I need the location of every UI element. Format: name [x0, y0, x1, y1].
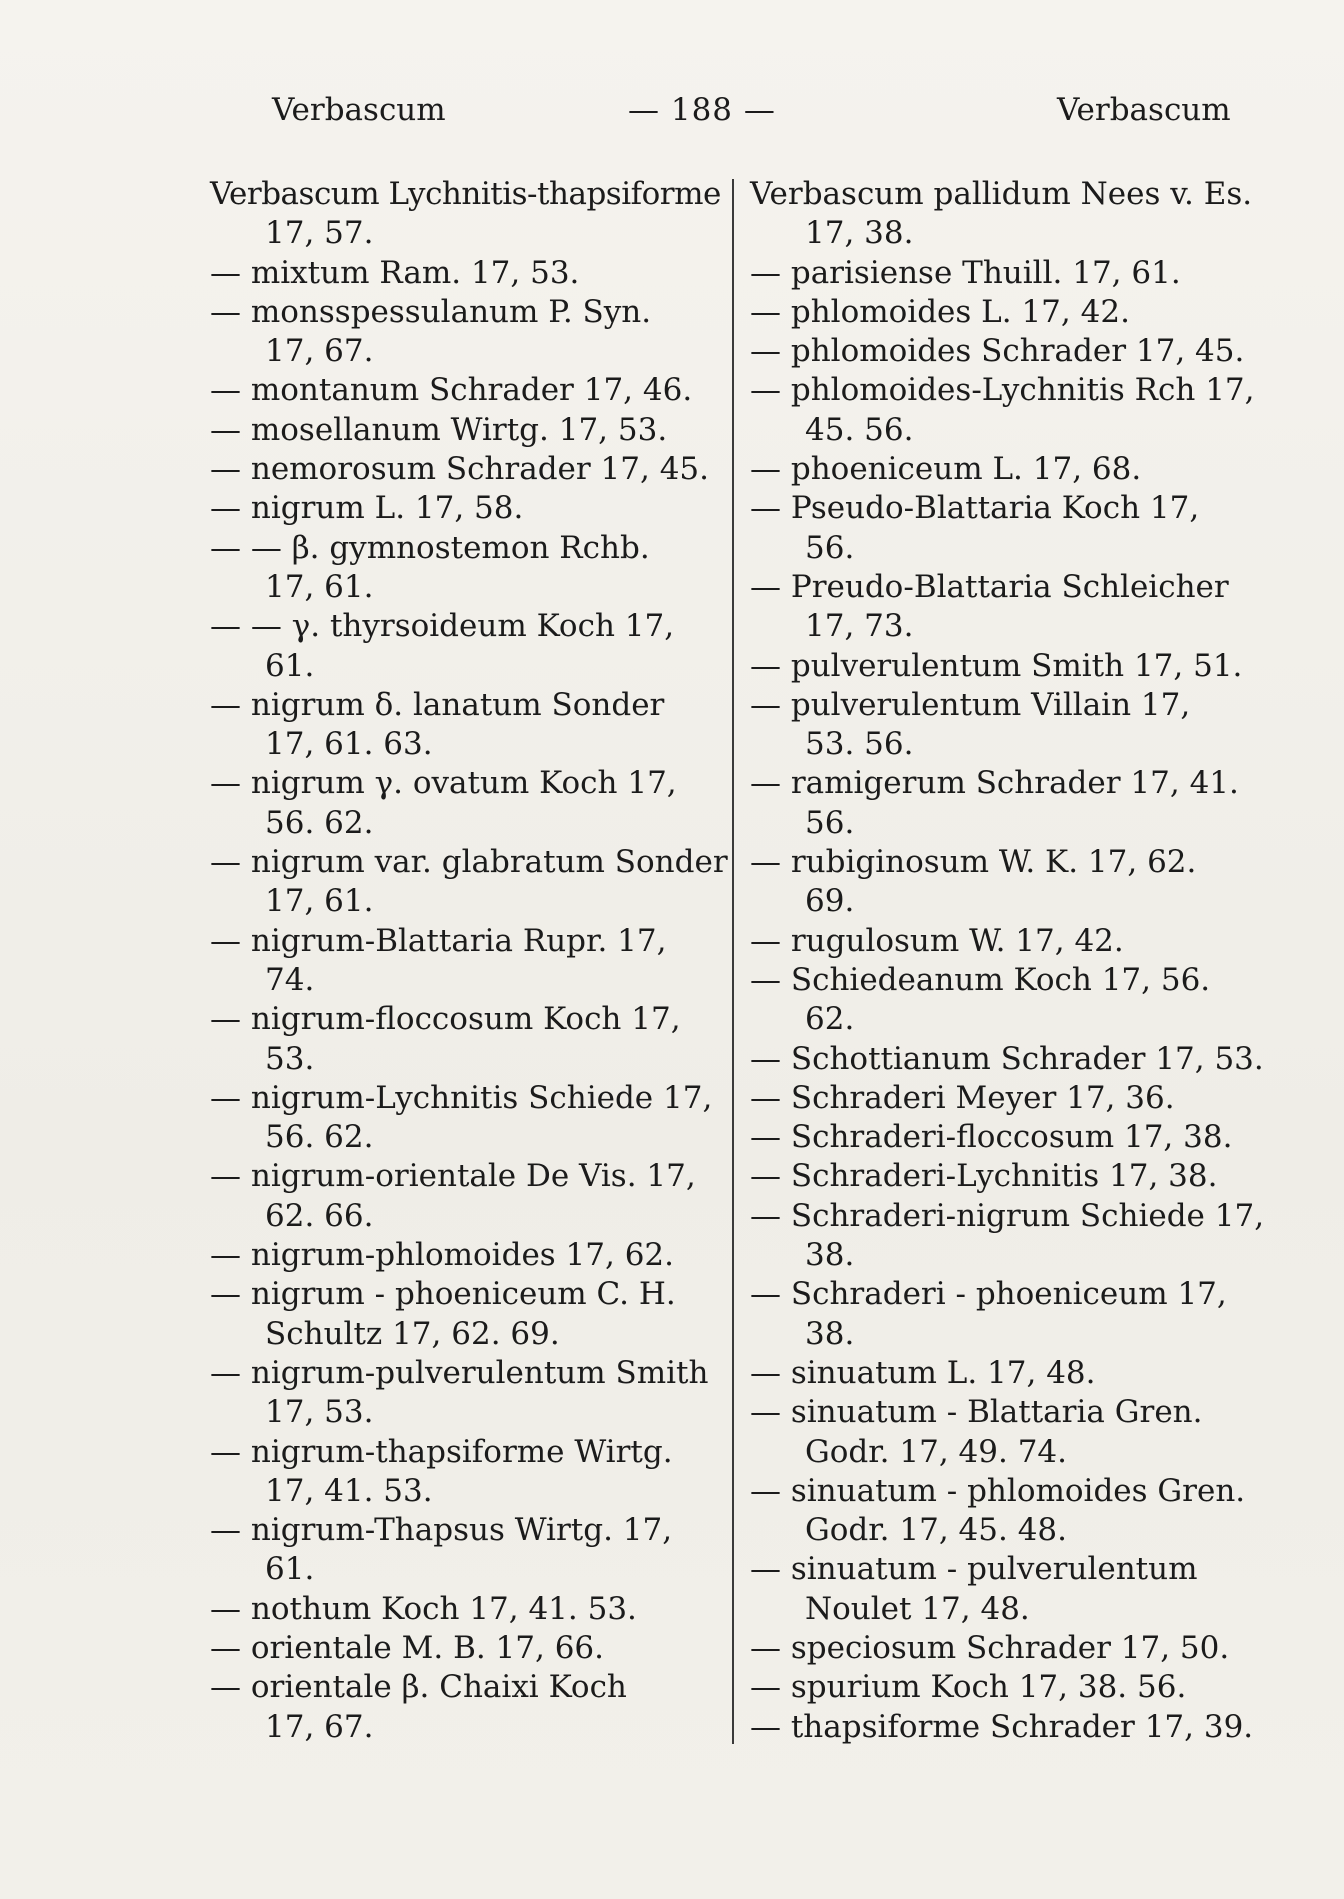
entry-text: — phlomoides-Lychnitis Rch 17, [750, 372, 1255, 409]
entry-text: — nigrum-pulverulentum Smith [210, 1354, 709, 1391]
index-entry [750, 254, 1270, 293]
entry-text: — Schraderi-Lychnitis 17, 38. [750, 1158, 1218, 1195]
entry-continuation: 17, 61. [265, 883, 374, 920]
entry-text: — rubiginosum W. K. 17, 62. [750, 844, 1197, 881]
index-entry [750, 489, 1270, 568]
entry-continuation: 56. 62. [265, 804, 374, 841]
index-entry [750, 647, 1270, 686]
index-entry [210, 686, 735, 765]
entry-text: — nigrum δ. lanatum Sonder [210, 686, 665, 723]
entry-text: — sinuatum L. 17, 48. [750, 1354, 1096, 1391]
entry-text: — nigrum-orientale De Vis. 17, [210, 1158, 696, 1195]
entry-continuation: 61. [265, 647, 315, 684]
entry-text: — pulverulentum Smith 17, 51. [750, 647, 1243, 684]
entry-text: — nigrum - phoeniceum C. H. [210, 1276, 676, 1313]
entry-continuation: 38. [805, 1315, 855, 1352]
index-entry [750, 175, 1270, 254]
index-columns [210, 175, 1280, 1755]
index-entry [210, 529, 735, 608]
entry-continuation: 17, 67. [265, 1708, 374, 1745]
entry-text: — Schraderi Meyer 17, 36. [750, 1079, 1175, 1116]
index-entry [750, 568, 1270, 647]
index-entry [210, 1079, 735, 1158]
index-entry [750, 1040, 1270, 1079]
index-entry [750, 293, 1270, 332]
entry-text: — rugulosum W. 17, 42. [750, 922, 1124, 959]
entry-text: — nigrum-phlomoides 17, 62. [210, 1237, 675, 1274]
entry-continuation: 38. [805, 1237, 855, 1274]
index-entry [750, 332, 1270, 371]
entry-continuation: 17, 61. [265, 568, 374, 605]
entry-text: — — β. gymnostemon Rchb. [210, 529, 650, 566]
entry-text: — pulverulentum Villain 17, [750, 686, 1191, 723]
entry-text: — nigrum-thapsiforme Wirtg. [210, 1433, 673, 1470]
entry-text: — phlomoides Schrader 17, 45. [750, 333, 1245, 370]
index-entry [210, 254, 735, 293]
entry-continuation: Godr. 17, 49. 74. [805, 1433, 1068, 1470]
index-entry [750, 1157, 1270, 1196]
index-entry [210, 489, 735, 528]
entry-text: — Pseudo-Blattaria Koch 17, [750, 490, 1200, 527]
entry-text: — sinuatum - pulverulentum [750, 1551, 1198, 1588]
index-entry [210, 1275, 735, 1354]
column-divider [732, 179, 734, 1744]
entry-text: — Schraderi-floccosum 17, 38. [750, 1119, 1233, 1156]
entry-text: Verbascum pallidum Nees v. Es. [750, 176, 1253, 212]
index-entry [210, 293, 735, 372]
index-entry [750, 1550, 1270, 1629]
entry-text: — speciosum Schrader 17, 50. [750, 1629, 1230, 1666]
entry-text: — montanum Schrader 17, 46. [210, 372, 693, 409]
entry-text: — ramigerum Schrader 17, 41. [750, 765, 1239, 802]
index-entry [210, 1433, 735, 1512]
entry-text: — nigrum-Blattaria Rupr. 17, [210, 922, 667, 959]
entry-text: — orientale β. Chaixi Koch [210, 1669, 627, 1706]
entry-text: — sinuatum - Blattaria Gren. [750, 1394, 1203, 1431]
index-entry [750, 450, 1270, 489]
index-entry [750, 1275, 1270, 1354]
entry-continuation: 69. [805, 883, 855, 920]
entry-continuation: Noulet 17, 48. [805, 1590, 1030, 1627]
entry-continuation: 17, 53. [265, 1394, 374, 1431]
index-entry [210, 1668, 735, 1747]
entry-text: — Schraderi-nigrum Schiede 17, [750, 1197, 1265, 1234]
entry-text: — Preudo-Blattaria Schleicher [750, 568, 1229, 605]
entry-continuation: 17, 38. [805, 215, 914, 252]
index-entry [210, 371, 735, 410]
entry-text: — Schottianum Schrader 17, 53. [750, 1040, 1264, 1077]
index-entry [750, 1079, 1270, 1118]
entry-continuation: 56. 62. [265, 1119, 374, 1156]
entry-continuation: 17, 57. [265, 215, 374, 252]
entry-continuation: Godr. 17, 45. 48. [805, 1512, 1068, 1549]
entry-text: — nigrum-Thapsus Wirtg. 17, [210, 1512, 673, 1549]
index-entry [210, 843, 735, 922]
entry-continuation: 53. 56. [805, 726, 914, 763]
entry-text: Verbascum Lychnitis-thapsiforme [210, 176, 721, 212]
index-entry [210, 1354, 735, 1433]
index-entry [750, 1393, 1270, 1472]
index-entry [750, 371, 1270, 450]
index-entry [210, 1000, 735, 1079]
entry-text: — phlomoides L. 17, 42. [750, 293, 1130, 330]
entry-text: — Schraderi - phoeniceum 17, [750, 1276, 1227, 1313]
entry-text: — nigrum var. glabratum Sonder [210, 844, 728, 881]
entry-text: — parisiense Thuill. 17, 61. [750, 254, 1181, 291]
index-entry [750, 843, 1270, 922]
entry-text: — thapsiforme Schrader 17, 39. [750, 1708, 1254, 1745]
entry-continuation: Schultz 17, 62. 69. [265, 1315, 560, 1352]
entry-continuation: 17, 73. [805, 608, 914, 645]
entry-continuation: 56. [805, 529, 855, 566]
index-entry [750, 1197, 1270, 1276]
entry-text: — — γ. thyrsoideum Koch 17, [210, 608, 675, 645]
entry-text: — Schiedeanum Koch 17, 56. [750, 961, 1211, 998]
index-entry [210, 175, 735, 254]
index-entry [750, 961, 1270, 1040]
entry-continuation: 56. [805, 804, 855, 841]
index-entry [210, 1590, 735, 1629]
entry-text: — phoeniceum L. 17, 68. [750, 451, 1142, 488]
running-head-right: Verbascum [1057, 92, 1231, 128]
entry-continuation: 61. [265, 1551, 315, 1588]
entry-text: — mosellanum Wirtg. 17, 53. [210, 411, 668, 448]
entry-text: — nigrum-Lychnitis Schiede 17, [210, 1079, 713, 1116]
entry-continuation: 62. [805, 1001, 855, 1038]
index-entry [210, 1236, 735, 1275]
entry-text: — nigrum γ. ovatum Koch 17, [210, 765, 677, 802]
index-entry [750, 1354, 1270, 1393]
index-entry [750, 922, 1270, 961]
entry-text: — sinuatum - phlomoides Gren. [750, 1472, 1246, 1509]
entry-text: — nemorosum Schrader 17, 45. [210, 451, 710, 488]
index-entry [210, 764, 735, 843]
index-entry [210, 1629, 735, 1668]
entry-text: — monsspessulanum P. Syn. [210, 293, 652, 330]
entry-continuation: 17, 67. [265, 333, 374, 370]
index-entry [210, 450, 735, 489]
entry-continuation: 53. [265, 1040, 315, 1077]
entry-text: — orientale M. B. 17, 66. [210, 1629, 605, 1666]
right-column [750, 175, 1270, 1747]
index-entry [750, 1668, 1270, 1707]
index-entry [210, 607, 735, 686]
index-entry [750, 1708, 1270, 1747]
entry-continuation: 62. 66. [265, 1197, 374, 1234]
entry-text: — mixtum Ram. 17, 53. [210, 254, 580, 291]
index-entry [750, 686, 1270, 765]
entry-text: — nigrum L. 17, 58. [210, 490, 524, 527]
index-entry [750, 764, 1270, 843]
left-column [210, 175, 735, 1747]
entry-text: — nigrum-floccosum Koch 17, [210, 1001, 681, 1038]
entry-continuation: 45. 56. [805, 411, 914, 448]
index-entry [750, 1118, 1270, 1157]
entry-continuation: 74. [265, 961, 315, 998]
page-number: — 188 — [628, 92, 776, 128]
page-header [0, 92, 1344, 132]
entry-continuation: 17, 41. 53. [265, 1472, 433, 1509]
entry-continuation: 17, 61. 63. [265, 726, 433, 763]
index-entry [210, 1511, 735, 1590]
running-head-left: Verbascum [272, 92, 446, 128]
index-entry [210, 1157, 735, 1236]
index-entry [210, 922, 735, 1001]
index-entry [210, 411, 735, 450]
index-entry [750, 1629, 1270, 1668]
index-entry [750, 1472, 1270, 1551]
entry-text: — nothum Koch 17, 41. 53. [210, 1590, 637, 1627]
entry-text: — spurium Koch 17, 38. 56. [750, 1669, 1187, 1706]
